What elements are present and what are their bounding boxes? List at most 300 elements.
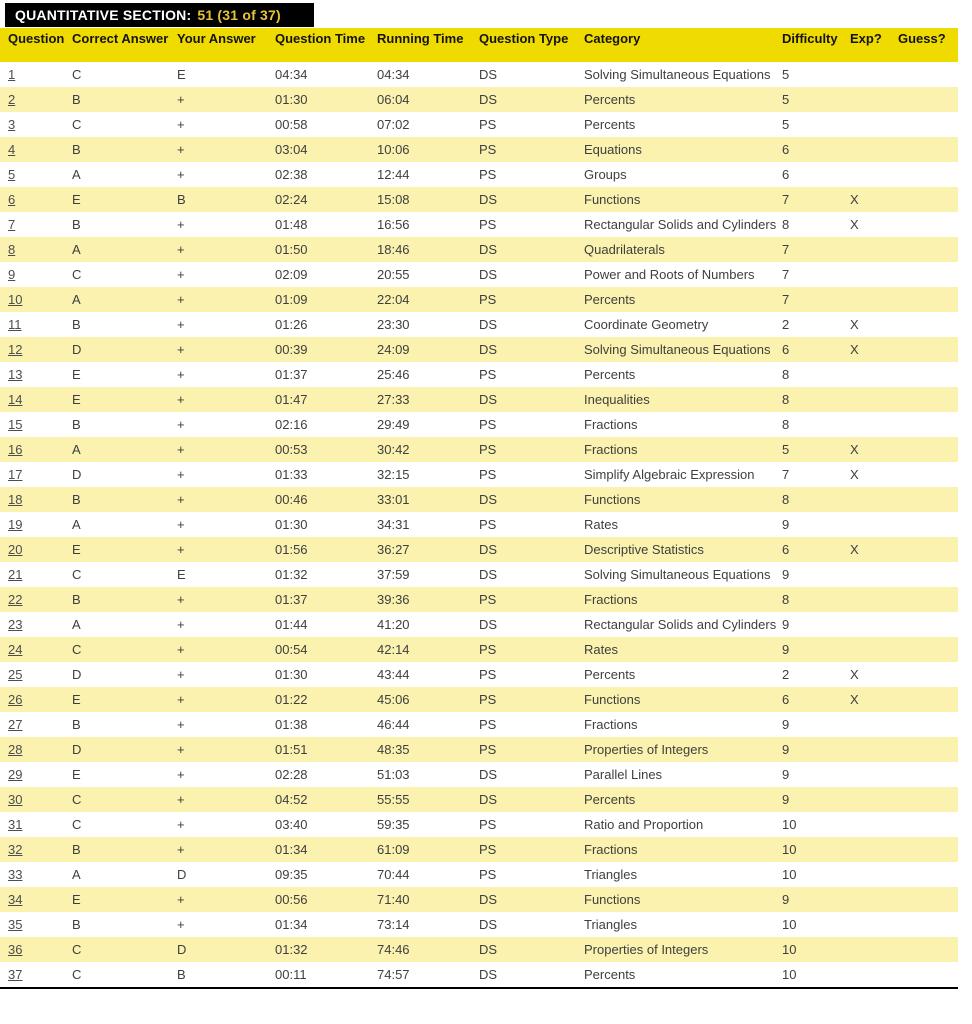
cell-rtime: 48:35 xyxy=(377,742,410,757)
section-score: 51 (31 of 37) xyxy=(197,7,281,23)
cell-exp xyxy=(850,487,898,512)
cell-qtime: 02:16 xyxy=(275,417,308,432)
cell-qtime: 00:46 xyxy=(275,492,308,507)
cell-difficulty: 9 xyxy=(782,517,790,532)
cell-correct: C xyxy=(72,267,82,282)
cell-rtime: 16:56 xyxy=(377,217,410,232)
cell-rtime: 12:44 xyxy=(377,167,410,182)
question-number-link[interactable]: 6 xyxy=(8,192,16,207)
cell-correct: C xyxy=(72,942,82,957)
cell-qtime: 01:50 xyxy=(275,242,308,257)
cell-question xyxy=(0,462,72,487)
question-number-link[interactable]: 22 xyxy=(8,592,23,607)
cell-category: Properties of Integers xyxy=(584,942,709,957)
column-header-rtime: Running Time xyxy=(377,31,464,46)
cell-question xyxy=(0,837,72,862)
cell-guess xyxy=(898,212,948,237)
cell-question xyxy=(0,237,72,262)
cell-correct: B xyxy=(72,492,81,507)
cell-rtime: 74:46 xyxy=(377,942,410,957)
cell-your: + xyxy=(177,367,185,382)
cell-your: + xyxy=(177,342,185,357)
cell-category: Percents xyxy=(584,792,636,807)
cell-exp xyxy=(850,362,898,387)
table-row xyxy=(0,237,958,262)
cell-qtype: DS xyxy=(479,617,498,632)
cell-difficulty: 9 xyxy=(782,567,790,582)
cell-your: + xyxy=(177,667,185,682)
cell-rtime: 32:15 xyxy=(377,467,410,482)
cell-difficulty: 10 xyxy=(782,942,797,957)
cell-qtime: 02:24 xyxy=(275,192,308,207)
cell-difficulty: 7 xyxy=(782,267,790,282)
cell-qtime: 02:38 xyxy=(275,167,308,182)
cell-qtime: 00:39 xyxy=(275,342,308,357)
cell-rtime: 10:06 xyxy=(377,142,410,157)
question-number-link[interactable]: 31 xyxy=(8,817,23,832)
table-row xyxy=(0,462,958,487)
cell-exp xyxy=(850,512,898,537)
cell-guess xyxy=(898,237,948,262)
cell-qtime: 01:34 xyxy=(275,842,308,857)
cell-qtype: DS xyxy=(479,567,498,582)
cell-your: + xyxy=(177,517,185,532)
cell-question xyxy=(0,112,72,137)
table-row xyxy=(0,937,958,962)
cell-question xyxy=(0,937,72,962)
cell-rtime: 39:36 xyxy=(377,592,410,607)
cell-rtime: 45:06 xyxy=(377,692,410,707)
table-row xyxy=(0,287,958,312)
cell-exp xyxy=(850,912,898,937)
cell-question xyxy=(0,162,72,187)
cell-correct: C xyxy=(72,642,82,657)
cell-correct: B xyxy=(72,592,81,607)
question-number-link[interactable]: 14 xyxy=(8,392,23,407)
cell-question xyxy=(0,562,72,587)
cell-correct: D xyxy=(72,742,82,757)
cell-correct: A xyxy=(72,242,81,257)
table-row xyxy=(0,512,958,537)
cell-guess xyxy=(898,812,948,837)
cell-difficulty: 8 xyxy=(782,592,790,607)
cell-qtime: 01:32 xyxy=(275,567,308,582)
table-row xyxy=(0,137,958,162)
cell-qtime: 01:33 xyxy=(275,467,308,482)
question-number-link[interactable]: 24 xyxy=(8,642,23,657)
cell-category: Equations xyxy=(584,142,642,157)
cell-qtime: 00:58 xyxy=(275,117,308,132)
cell-difficulty: 7 xyxy=(782,467,790,482)
cell-qtype: DS xyxy=(479,492,498,507)
cell-question xyxy=(0,912,72,937)
cell-correct: A xyxy=(72,442,81,457)
cell-your: B xyxy=(177,967,186,982)
question-number-link[interactable]: 35 xyxy=(8,917,23,932)
cell-difficulty: 9 xyxy=(782,642,790,657)
question-number-link[interactable]: 25 xyxy=(8,667,23,682)
cell-exp xyxy=(850,262,898,287)
cell-qtime: 01:30 xyxy=(275,667,308,682)
cell-question xyxy=(0,537,72,562)
cell-your: + xyxy=(177,267,185,282)
cell-difficulty: 8 xyxy=(782,217,790,232)
cell-exp: X xyxy=(850,217,859,232)
question-number-link[interactable]: 5 xyxy=(8,167,16,182)
table-row xyxy=(0,387,958,412)
cell-guess xyxy=(898,762,948,787)
cell-difficulty: 6 xyxy=(782,142,790,157)
cell-guess xyxy=(898,862,948,887)
cell-correct: A xyxy=(72,167,81,182)
cell-question xyxy=(0,437,72,462)
question-number-link[interactable]: 32 xyxy=(8,842,23,857)
cell-your: + xyxy=(177,92,185,107)
question-number-link[interactable]: 27 xyxy=(8,717,23,732)
cell-rtime: 29:49 xyxy=(377,417,410,432)
cell-question xyxy=(0,87,72,112)
column-header-guess: Guess? xyxy=(898,31,946,46)
cell-correct: A xyxy=(72,617,81,632)
cell-exp xyxy=(850,287,898,312)
cell-qtime: 01:37 xyxy=(275,592,308,607)
cell-qtime: 01:56 xyxy=(275,542,308,557)
cell-your: E xyxy=(177,67,186,82)
cell-exp xyxy=(850,112,898,137)
cell-qtype: PS xyxy=(479,142,497,157)
cell-correct: C xyxy=(72,567,82,582)
cell-qtype: PS xyxy=(479,742,497,757)
cell-category: Rates xyxy=(584,517,618,532)
cell-your: + xyxy=(177,817,185,832)
cell-category: Functions xyxy=(584,192,641,207)
cell-category: Quadrilaterals xyxy=(584,242,665,257)
cell-guess xyxy=(898,262,948,287)
cell-guess xyxy=(898,537,948,562)
cell-correct: D xyxy=(72,667,82,682)
cell-rtime: 73:14 xyxy=(377,917,410,932)
cell-qtime: 01:22 xyxy=(275,692,308,707)
question-number-link[interactable]: 20 xyxy=(8,542,23,557)
cell-difficulty: 5 xyxy=(782,67,790,82)
cell-exp xyxy=(850,937,898,962)
table-row xyxy=(0,112,958,137)
cell-your: + xyxy=(177,467,185,482)
cell-your: + xyxy=(177,317,185,332)
question-number-link[interactable]: 12 xyxy=(8,342,23,357)
cell-category: Percents xyxy=(584,92,636,107)
cell-correct: E xyxy=(72,392,81,407)
cell-your: + xyxy=(177,442,185,457)
cell-guess xyxy=(898,187,948,212)
cell-your: + xyxy=(177,142,185,157)
cell-qtime: 01:38 xyxy=(275,717,308,732)
cell-guess xyxy=(898,487,948,512)
cell-correct: B xyxy=(72,717,81,732)
cell-difficulty: 10 xyxy=(782,917,797,932)
cell-exp xyxy=(850,887,898,912)
cell-rtime: 55:55 xyxy=(377,792,410,807)
cell-category: Percents xyxy=(584,967,636,982)
table-row xyxy=(0,187,958,212)
cell-exp xyxy=(850,962,898,987)
question-number-link[interactable]: 13 xyxy=(8,367,23,382)
cell-category: Percents xyxy=(584,667,636,682)
cell-difficulty: 10 xyxy=(782,967,797,982)
question-number-link[interactable]: 21 xyxy=(8,567,23,582)
question-number-link[interactable]: 36 xyxy=(8,942,23,957)
question-number-link[interactable]: 28 xyxy=(8,742,23,757)
cell-guess xyxy=(898,362,948,387)
cell-correct: A xyxy=(72,867,81,882)
question-number-link[interactable]: 10 xyxy=(8,292,23,307)
table-row xyxy=(0,587,958,612)
cell-your: + xyxy=(177,217,185,232)
cell-your: + xyxy=(177,692,185,707)
cell-question xyxy=(0,187,72,212)
table-row xyxy=(0,562,958,587)
cell-your: + xyxy=(177,717,185,732)
cell-qtype: DS xyxy=(479,317,498,332)
cell-exp: X xyxy=(850,667,859,682)
cell-guess xyxy=(898,737,948,762)
cell-exp xyxy=(850,237,898,262)
cell-correct: E xyxy=(72,542,81,557)
cell-qtype: DS xyxy=(479,967,498,982)
cell-your: + xyxy=(177,417,185,432)
column-header-difficulty: Difficulty xyxy=(782,31,838,46)
cell-guess xyxy=(898,337,948,362)
cell-guess xyxy=(898,87,948,112)
cell-category: Percents xyxy=(584,292,636,307)
question-number-link[interactable]: 9 xyxy=(8,267,16,282)
cell-rtime: 24:09 xyxy=(377,342,410,357)
cell-difficulty: 2 xyxy=(782,317,790,332)
cell-your: + xyxy=(177,117,185,132)
cell-qtype: PS xyxy=(479,417,497,432)
cell-qtime: 01:30 xyxy=(275,517,308,532)
question-number-link[interactable]: 16 xyxy=(8,442,23,457)
cell-category: Inequalities xyxy=(584,392,650,407)
cell-qtype: DS xyxy=(479,67,498,82)
cell-qtype: DS xyxy=(479,92,498,107)
cell-exp xyxy=(850,787,898,812)
cell-exp xyxy=(850,712,898,737)
cell-your: + xyxy=(177,492,185,507)
question-number-link[interactable]: 8 xyxy=(8,242,16,257)
cell-rtime: 04:34 xyxy=(377,67,410,82)
cell-question xyxy=(0,62,72,87)
cell-question xyxy=(0,637,72,662)
question-number-link[interactable]: 11 xyxy=(8,317,22,332)
cell-difficulty: 9 xyxy=(782,717,790,732)
table-row xyxy=(0,837,958,862)
cell-guess xyxy=(898,287,948,312)
cell-rtime: 46:44 xyxy=(377,717,410,732)
cell-correct: B xyxy=(72,142,81,157)
cell-rtime: 74:57 xyxy=(377,967,410,982)
cell-guess xyxy=(898,612,948,637)
question-number-link[interactable]: 33 xyxy=(8,867,23,882)
cell-qtime: 03:04 xyxy=(275,142,308,157)
cell-correct: B xyxy=(72,417,81,432)
table-row xyxy=(0,712,958,737)
cell-qtype: DS xyxy=(479,342,498,357)
cell-category: Percents xyxy=(584,367,636,382)
cell-guess xyxy=(898,62,948,87)
cell-correct: B xyxy=(72,842,81,857)
cell-difficulty: 9 xyxy=(782,617,790,632)
column-header-question: Question xyxy=(8,31,65,46)
cell-qtime: 01:48 xyxy=(275,217,308,232)
question-number-link[interactable]: 19 xyxy=(8,517,23,532)
cell-exp xyxy=(850,637,898,662)
question-number-link[interactable]: 23 xyxy=(8,617,23,632)
cell-correct: D xyxy=(72,342,82,357)
cell-qtype: PS xyxy=(479,817,497,832)
cell-question xyxy=(0,487,72,512)
cell-exp xyxy=(850,612,898,637)
cell-rtime: 30:42 xyxy=(377,442,410,457)
column-header-correct: Correct Answer xyxy=(72,31,169,46)
cell-exp xyxy=(850,737,898,762)
cell-exp xyxy=(850,762,898,787)
table-row xyxy=(0,412,958,437)
question-number-link[interactable]: 15 xyxy=(8,417,23,432)
question-number-link[interactable]: 2 xyxy=(8,92,16,107)
cell-question xyxy=(0,662,72,687)
cell-qtype: PS xyxy=(479,667,497,682)
cell-question xyxy=(0,687,72,712)
cell-category: Triangles xyxy=(584,917,637,932)
question-number-link[interactable]: 1 xyxy=(8,67,16,82)
cell-exp xyxy=(850,562,898,587)
cell-category: Parallel Lines xyxy=(584,767,663,782)
cell-question xyxy=(0,787,72,812)
table-row xyxy=(0,437,958,462)
table-row xyxy=(0,162,958,187)
cell-qtype: DS xyxy=(479,892,498,907)
cell-exp xyxy=(850,412,898,437)
cell-category: Ratio and Proportion xyxy=(584,817,704,832)
cell-qtype: PS xyxy=(479,592,497,607)
table-row xyxy=(0,662,958,687)
cell-your: + xyxy=(177,917,185,932)
cell-rtime: 27:33 xyxy=(377,392,410,407)
question-number-link[interactable]: 17 xyxy=(8,467,23,482)
question-number-link[interactable]: 29 xyxy=(8,767,23,782)
cell-category: Solving Simultaneous Equations xyxy=(584,342,771,357)
cell-rtime: 71:40 xyxy=(377,892,410,907)
cell-correct: E xyxy=(72,892,81,907)
cell-exp xyxy=(850,62,898,87)
cell-rtime: 61:09 xyxy=(377,842,410,857)
cell-category: Rates xyxy=(584,642,618,657)
cell-category: Rectangular Solids and Cylinders xyxy=(584,217,777,232)
cell-category: Triangles xyxy=(584,867,637,882)
cell-category: Rectangular Solids and Cylinders xyxy=(584,617,777,632)
cell-your: + xyxy=(177,767,185,782)
cell-qtime: 01:47 xyxy=(275,392,308,407)
cell-your: + xyxy=(177,392,185,407)
cell-qtype: PS xyxy=(479,867,497,882)
question-number-link[interactable]: 7 xyxy=(8,217,16,232)
table-row xyxy=(0,962,958,987)
cell-qtype: DS xyxy=(479,942,498,957)
cell-your: + xyxy=(177,542,185,557)
cell-your: + xyxy=(177,617,185,632)
table-row xyxy=(0,637,958,662)
table-row xyxy=(0,362,958,387)
cell-correct: C xyxy=(72,67,82,82)
cell-your: + xyxy=(177,292,185,307)
question-number-link[interactable]: 34 xyxy=(8,892,23,907)
cell-guess xyxy=(898,312,948,337)
cell-rtime: 18:46 xyxy=(377,242,410,257)
cell-question xyxy=(0,362,72,387)
cell-qtype: PS xyxy=(479,692,497,707)
question-number-link[interactable]: 30 xyxy=(8,792,23,807)
cell-rtime: 20:55 xyxy=(377,267,410,282)
cell-difficulty: 6 xyxy=(782,167,790,182)
cell-qtime: 01:26 xyxy=(275,317,308,332)
cell-question xyxy=(0,762,72,787)
cell-guess xyxy=(898,687,948,712)
cell-qtype: PS xyxy=(479,117,497,132)
table-bottom-border xyxy=(0,987,958,989)
question-number-link[interactable]: 18 xyxy=(8,492,23,507)
cell-guess xyxy=(898,962,948,987)
cell-difficulty: 5 xyxy=(782,92,790,107)
question-number-link[interactable]: 37 xyxy=(8,967,23,982)
cell-your: + xyxy=(177,167,185,182)
cell-qtime: 01:44 xyxy=(275,617,308,632)
column-header-qtime: Question Time xyxy=(275,31,366,46)
cell-question xyxy=(0,212,72,237)
cell-exp: X xyxy=(850,192,859,207)
question-number-link[interactable]: 26 xyxy=(8,692,23,707)
cell-qtime: 09:35 xyxy=(275,867,308,882)
results-page xyxy=(0,3,972,1024)
question-number-link[interactable]: 4 xyxy=(8,142,16,157)
cell-guess xyxy=(898,162,948,187)
cell-exp: X xyxy=(850,467,859,482)
cell-category: Percents xyxy=(584,117,636,132)
cell-correct: D xyxy=(72,467,82,482)
cell-rtime: 42:14 xyxy=(377,642,410,657)
cell-difficulty: 10 xyxy=(782,867,797,882)
cell-question xyxy=(0,262,72,287)
cell-difficulty: 5 xyxy=(782,442,790,457)
table-row xyxy=(0,912,958,937)
cell-guess xyxy=(898,437,948,462)
table-row xyxy=(0,737,958,762)
table-row xyxy=(0,487,958,512)
cell-guess xyxy=(898,512,948,537)
table-row xyxy=(0,312,958,337)
cell-qtime: 01:32 xyxy=(275,942,308,957)
cell-qtype: DS xyxy=(479,242,498,257)
cell-qtype: PS xyxy=(479,292,497,307)
cell-question xyxy=(0,887,72,912)
table-row xyxy=(0,62,958,87)
cell-category: Simplify Algebraic Expression xyxy=(584,467,755,482)
cell-difficulty: 10 xyxy=(782,817,797,832)
table-row xyxy=(0,537,958,562)
cell-your: + xyxy=(177,242,185,257)
question-number-link[interactable]: 3 xyxy=(8,117,16,132)
cell-exp xyxy=(850,812,898,837)
